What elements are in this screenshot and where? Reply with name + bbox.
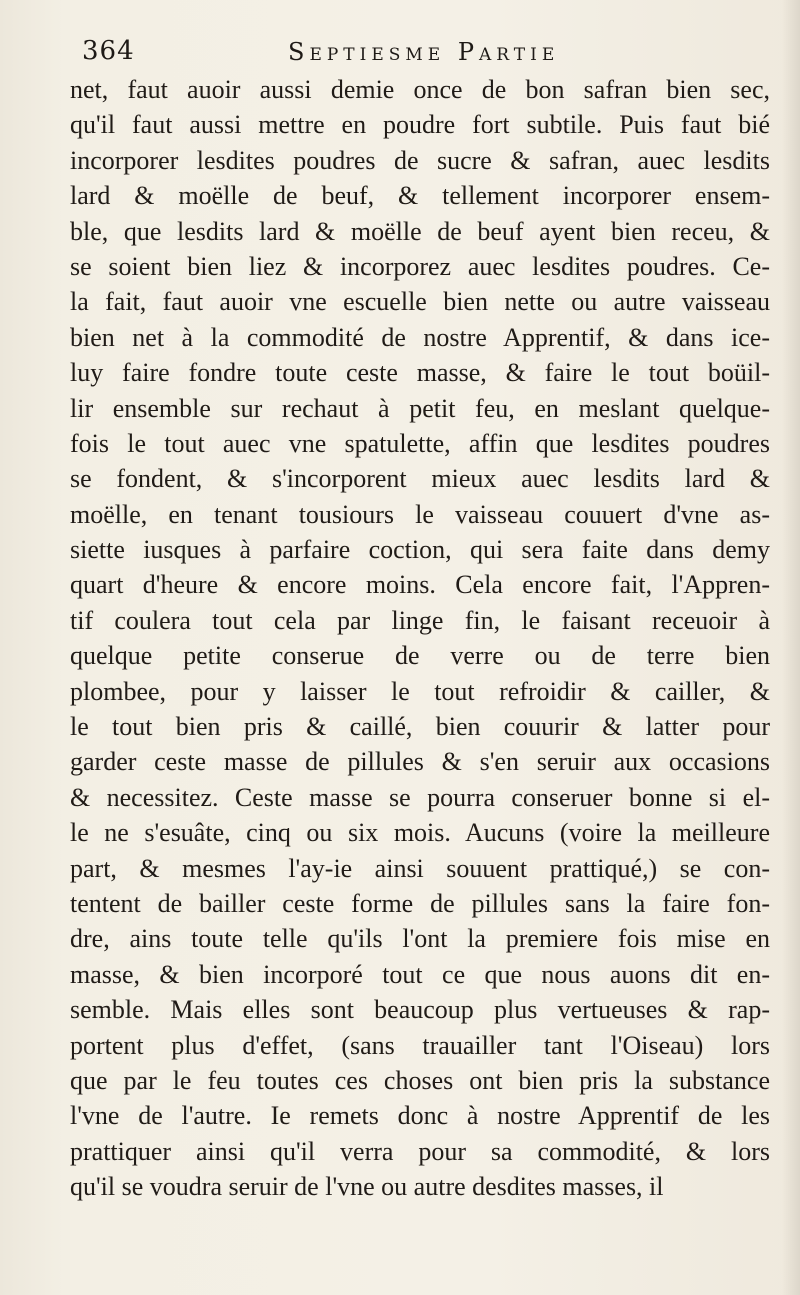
- text-line: l'vne de l'autre. Ie remets donc à nostre Apprentif de les: [70, 1101, 770, 1131]
- text-line: quart d'heure & encore moins. Cela encore fait, l'Appren-: [70, 570, 770, 600]
- text-line: garder ceste masse de pillules & s'en seruir aux occasions: [70, 747, 770, 777]
- text-line: prattiquer ainsi qu'il verra pour sa commodité, & lors: [70, 1136, 770, 1166]
- text-line: luy faire fondre toute ceste masse, & faire le tout boüil-: [70, 358, 770, 388]
- text-line: incorporer lesdites poudres de sucre & safran, auec lesdits: [70, 145, 770, 175]
- page-header: [82, 36, 782, 76]
- text-line: lir ensemble sur rechaut à petit feu, en meslant quelque-: [70, 393, 770, 423]
- text-line: se fondent, & s'incorporent mieux auec lesdits lard &: [70, 464, 770, 494]
- text-line: plombee, pour y laisser le tout refroidir & cailler, &: [70, 676, 770, 706]
- text-line: qu'il se voudra seruir de l'vne ou autre desdites masses, il: [70, 1172, 664, 1202]
- page-number: 364: [82, 36, 135, 66]
- text-line: masse, & bien incorporé tout ce que nous auons dit en-: [70, 959, 770, 989]
- text-line: le tout bien pris & caillé, bien couurir & latter pour: [70, 712, 770, 742]
- text-line: siette iusques à parfaire coction, qui sera faite dans demy: [70, 535, 770, 565]
- text-line: tentent de bailler ceste forme de pillules sans la faire fon-: [70, 888, 770, 918]
- body-text: [70, 72, 770, 1205]
- text-line: la fait, faut auoir vne escuelle bien nette ou autre vaisseau: [70, 287, 770, 317]
- text-line: lard & moëlle de beuf, & tellement incorporer ensem-: [70, 181, 770, 211]
- text-line: qu'il faut aussi mettre en poudre fort subtile. Puis faut bié: [70, 110, 770, 140]
- text-line: bien net à la commodité de nostre Apprentif, & dans ice-: [70, 322, 770, 352]
- text-line: & necessitez. Ceste masse se pourra conseruer bonne si el-: [70, 782, 770, 812]
- text-line: dre, ains toute telle qu'ils l'ont la premiere fois mise en: [70, 924, 770, 954]
- text-line: moëlle, en tenant tousiours le vaisseau couuert d'vne as-: [70, 499, 770, 529]
- text-line: net, faut auoir aussi demie once de bon safran bien sec,: [70, 75, 770, 104]
- text-line: semble. Mais elles sont beaucoup plus vertueuses & rap-: [70, 995, 770, 1025]
- text-line: quelque petite conserue de verre ou de terre bien: [70, 641, 770, 671]
- text-line: ble, que lesdits lard & moëlle de beuf ayent bien receu, &: [70, 216, 770, 246]
- text-line: se soient bien liez & incorporez auec lesdites poudres. Ce-: [70, 251, 770, 281]
- text-line: que par le feu toutes ces choses ont bien pris la substance: [70, 1065, 770, 1095]
- text-line: tif coulera tout cela par linge fin, le faisant receuoir à: [70, 605, 770, 635]
- text-line: fois le tout auec vne spatulette, affin que lesdites poudres: [70, 428, 770, 458]
- running-title: Septiesme Partie: [288, 38, 560, 66]
- text-line: le ne s'esuâte, cinq ou six mois. Aucuns (voire la meilleure: [70, 818, 770, 848]
- text-line: portent plus d'effet, (sans trauailler tant l'Oiseau) lors: [70, 1030, 770, 1060]
- text-line: part, & mesmes l'ay-ie ainsi souuent prattiqué,) se con-: [70, 853, 770, 883]
